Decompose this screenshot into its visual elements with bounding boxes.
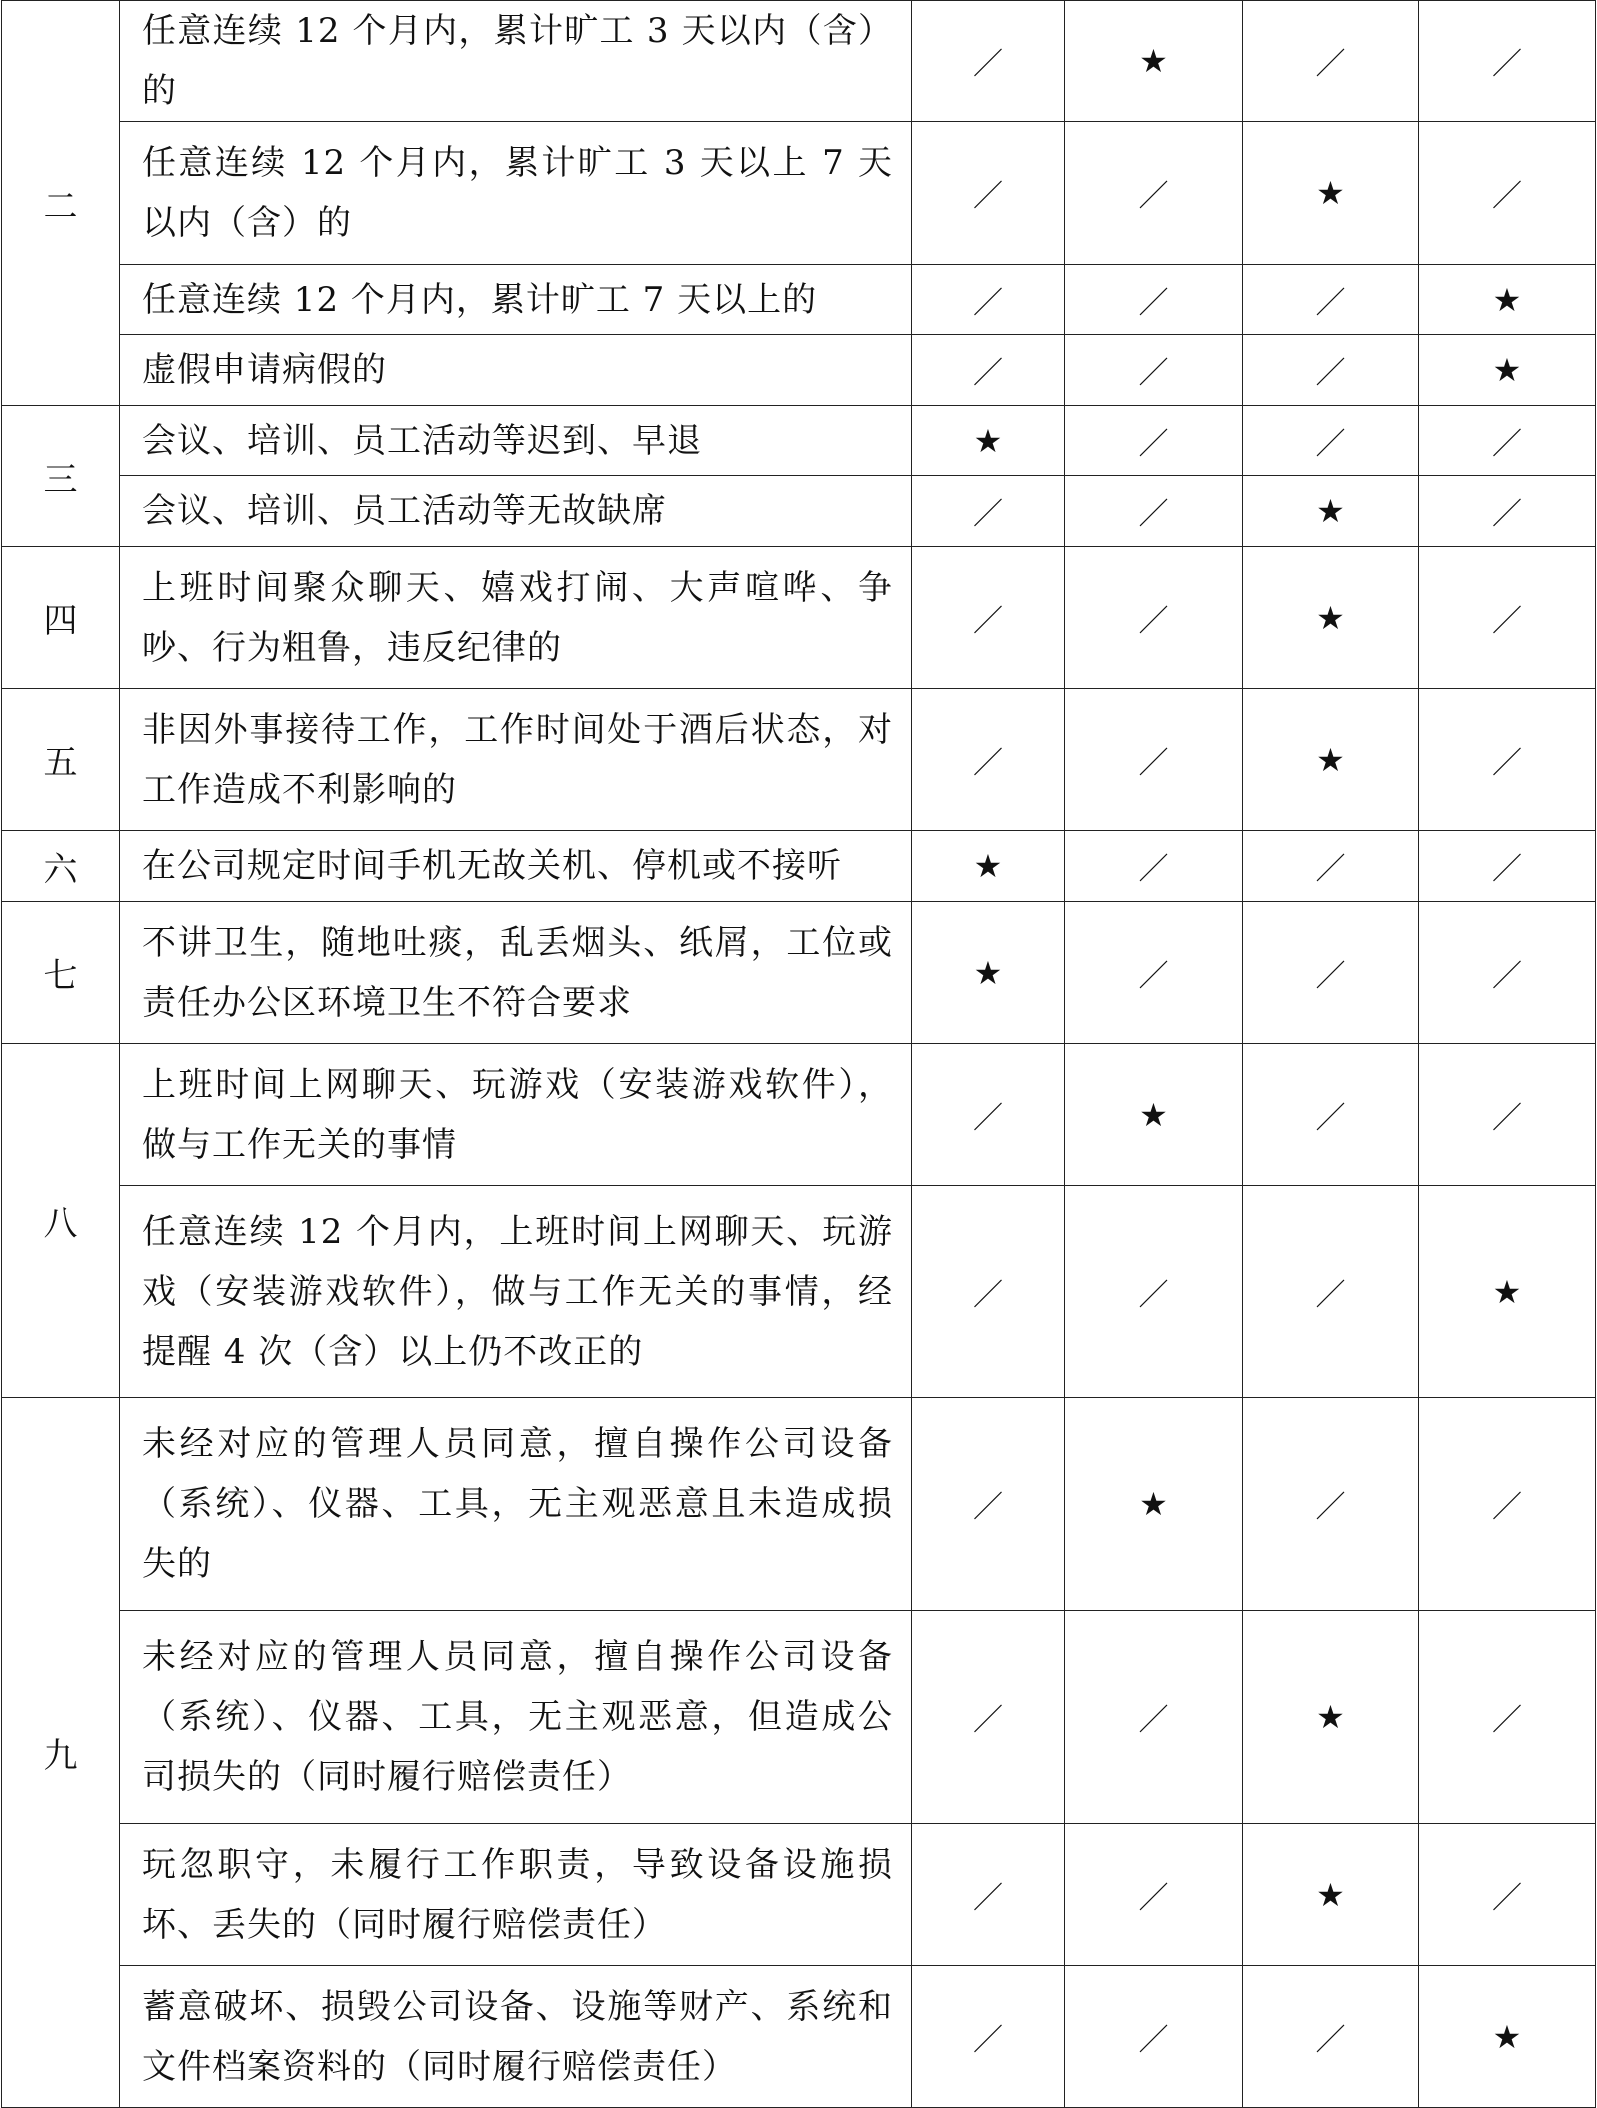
slash-mark: ／ <box>912 335 1065 406</box>
slash-mark: ／ <box>1419 1 1596 122</box>
slash-mark: ／ <box>1419 1044 1596 1186</box>
violation-description: 未经对应的管理人员同意，擅自操作公司设备（系统）、仪器、工具，无主观恶意，但造成公司损失的（同时履行赔偿责任） <box>120 1611 912 1824</box>
slash-mark: ／ <box>1419 902 1596 1044</box>
star-mark: ★ <box>1065 1044 1243 1186</box>
slash-mark: ／ <box>1243 831 1419 902</box>
violation-description: 蓄意破坏、损毁公司设备、设施等财产、系统和文件档案资料的（同时履行赔偿责任） <box>120 1966 912 2108</box>
slash-mark: ／ <box>1419 689 1596 831</box>
table-row <box>2 1966 1596 2108</box>
star-mark: ★ <box>912 406 1065 476</box>
slash-mark: ／ <box>912 122 1065 265</box>
slash-mark: ／ <box>912 1186 1065 1398</box>
slash-mark: ／ <box>1065 406 1243 476</box>
slash-mark: ／ <box>912 547 1065 689</box>
table-row <box>2 1611 1596 1824</box>
violation-description: 会议、培训、员工活动等无故缺席 <box>120 476 912 547</box>
slash-mark: ／ <box>1065 831 1243 902</box>
discipline-table <box>1 0 1596 2108</box>
star-mark: ★ <box>1065 1398 1243 1611</box>
slash-mark: ／ <box>1065 265 1243 335</box>
star-mark: ★ <box>1243 1824 1419 1966</box>
star-mark: ★ <box>1419 265 1596 335</box>
star-mark: ★ <box>1419 1966 1596 2108</box>
category-cell: 七 <box>2 902 120 1044</box>
slash-mark: ／ <box>1243 1 1419 122</box>
table-row <box>2 547 1596 689</box>
slash-mark: ／ <box>1243 265 1419 335</box>
category-cell: 四 <box>2 547 120 689</box>
violation-description: 任意连续 12 个月内，上班时间上网聊天、玩游戏（安装游戏软件），做与工作无关的事情，经提醒 4 次（含）以上仍不改正的 <box>120 1186 912 1398</box>
violation-description: 非因外事接待工作，工作时间处于酒后状态，对工作造成不利影响的 <box>120 689 912 831</box>
slash-mark: ／ <box>912 1966 1065 2108</box>
slash-mark: ／ <box>1419 1824 1596 1966</box>
slash-mark: ／ <box>1065 476 1243 547</box>
violation-description: 任意连续 12 个月内，累计旷工 7 天以上的 <box>120 265 912 335</box>
slash-mark: ／ <box>1419 122 1596 265</box>
violation-description: 上班时间上网聊天、玩游戏（安装游戏软件），做与工作无关的事情 <box>120 1044 912 1186</box>
table-row <box>2 476 1596 547</box>
category-cell: 八 <box>2 1044 120 1398</box>
slash-mark: ／ <box>1065 122 1243 265</box>
slash-mark: ／ <box>912 265 1065 335</box>
star-mark: ★ <box>1419 1186 1596 1398</box>
category-cell: 三 <box>2 406 120 547</box>
table-row <box>2 335 1596 406</box>
slash-mark: ／ <box>1065 1824 1243 1966</box>
star-mark: ★ <box>1243 547 1419 689</box>
slash-mark: ／ <box>1243 1398 1419 1611</box>
table-row <box>2 406 1596 476</box>
star-mark: ★ <box>912 902 1065 1044</box>
slash-mark: ／ <box>1065 547 1243 689</box>
violation-description: 未经对应的管理人员同意，擅自操作公司设备（系统）、仪器、工具，无主观恶意且未造成损失的 <box>120 1398 912 1611</box>
slash-mark: ／ <box>1419 831 1596 902</box>
slash-mark: ／ <box>1419 406 1596 476</box>
slash-mark: ／ <box>1065 1966 1243 2108</box>
slash-mark: ／ <box>1243 902 1419 1044</box>
slash-mark: ／ <box>1243 1044 1419 1186</box>
slash-mark: ／ <box>1065 335 1243 406</box>
slash-mark: ／ <box>912 689 1065 831</box>
violation-description: 上班时间聚众聊天、嬉戏打闹、大声喧哗、争吵、行为粗鲁，违反纪律的 <box>120 547 912 689</box>
table-row <box>2 265 1596 335</box>
category-cell: 六 <box>2 831 120 902</box>
slash-mark: ／ <box>912 1398 1065 1611</box>
slash-mark: ／ <box>1243 335 1419 406</box>
table-row <box>2 831 1596 902</box>
slash-mark: ／ <box>1419 547 1596 689</box>
slash-mark: ／ <box>1065 689 1243 831</box>
slash-mark: ／ <box>1065 1186 1243 1398</box>
table-row <box>2 689 1596 831</box>
slash-mark: ／ <box>1065 902 1243 1044</box>
slash-mark: ／ <box>912 476 1065 547</box>
violation-description: 会议、培训、员工活动等迟到、早退 <box>120 406 912 476</box>
violation-description: 虚假申请病假的 <box>120 335 912 406</box>
violation-description: 不讲卫生，随地吐痰，乱丢烟头、纸屑，工位或责任办公区环境卫生不符合要求 <box>120 902 912 1044</box>
violation-description: 任意连续 12 个月内，累计旷工 3 天以上 7 天以内（含）的 <box>120 122 912 265</box>
slash-mark: ／ <box>1243 406 1419 476</box>
star-mark: ★ <box>1243 689 1419 831</box>
star-mark: ★ <box>912 831 1065 902</box>
violation-description: 在公司规定时间手机无故关机、停机或不接听 <box>120 831 912 902</box>
table-row <box>2 122 1596 265</box>
category-cell: 九 <box>2 1398 120 2108</box>
slash-mark: ／ <box>912 1824 1065 1966</box>
slash-mark: ／ <box>1243 1966 1419 2108</box>
table-row <box>2 902 1596 1044</box>
category-cell: 二 <box>2 1 120 406</box>
slash-mark: ／ <box>1419 1611 1596 1824</box>
slash-mark: ／ <box>912 1 1065 122</box>
star-mark: ★ <box>1419 335 1596 406</box>
table-row <box>2 1044 1596 1186</box>
category-cell: 五 <box>2 689 120 831</box>
slash-mark: ／ <box>912 1611 1065 1824</box>
violation-description: 任意连续 12 个月内，累计旷工 3 天以内（含）的 <box>120 1 912 122</box>
table-row <box>2 1398 1596 1611</box>
table-row <box>2 1824 1596 1966</box>
slash-mark: ／ <box>1419 1398 1596 1611</box>
star-mark: ★ <box>1243 122 1419 265</box>
violation-description: 玩忽职守，未履行工作职责，导致设备设施损坏、丢失的（同时履行赔偿责任） <box>120 1824 912 1966</box>
slash-mark: ／ <box>912 1044 1065 1186</box>
slash-mark: ／ <box>1243 1186 1419 1398</box>
star-mark: ★ <box>1065 1 1243 122</box>
table-row <box>2 1186 1596 1398</box>
table-row <box>2 1 1596 122</box>
slash-mark: ／ <box>1065 1611 1243 1824</box>
slash-mark: ／ <box>1419 476 1596 547</box>
star-mark: ★ <box>1243 476 1419 547</box>
star-mark: ★ <box>1243 1611 1419 1824</box>
